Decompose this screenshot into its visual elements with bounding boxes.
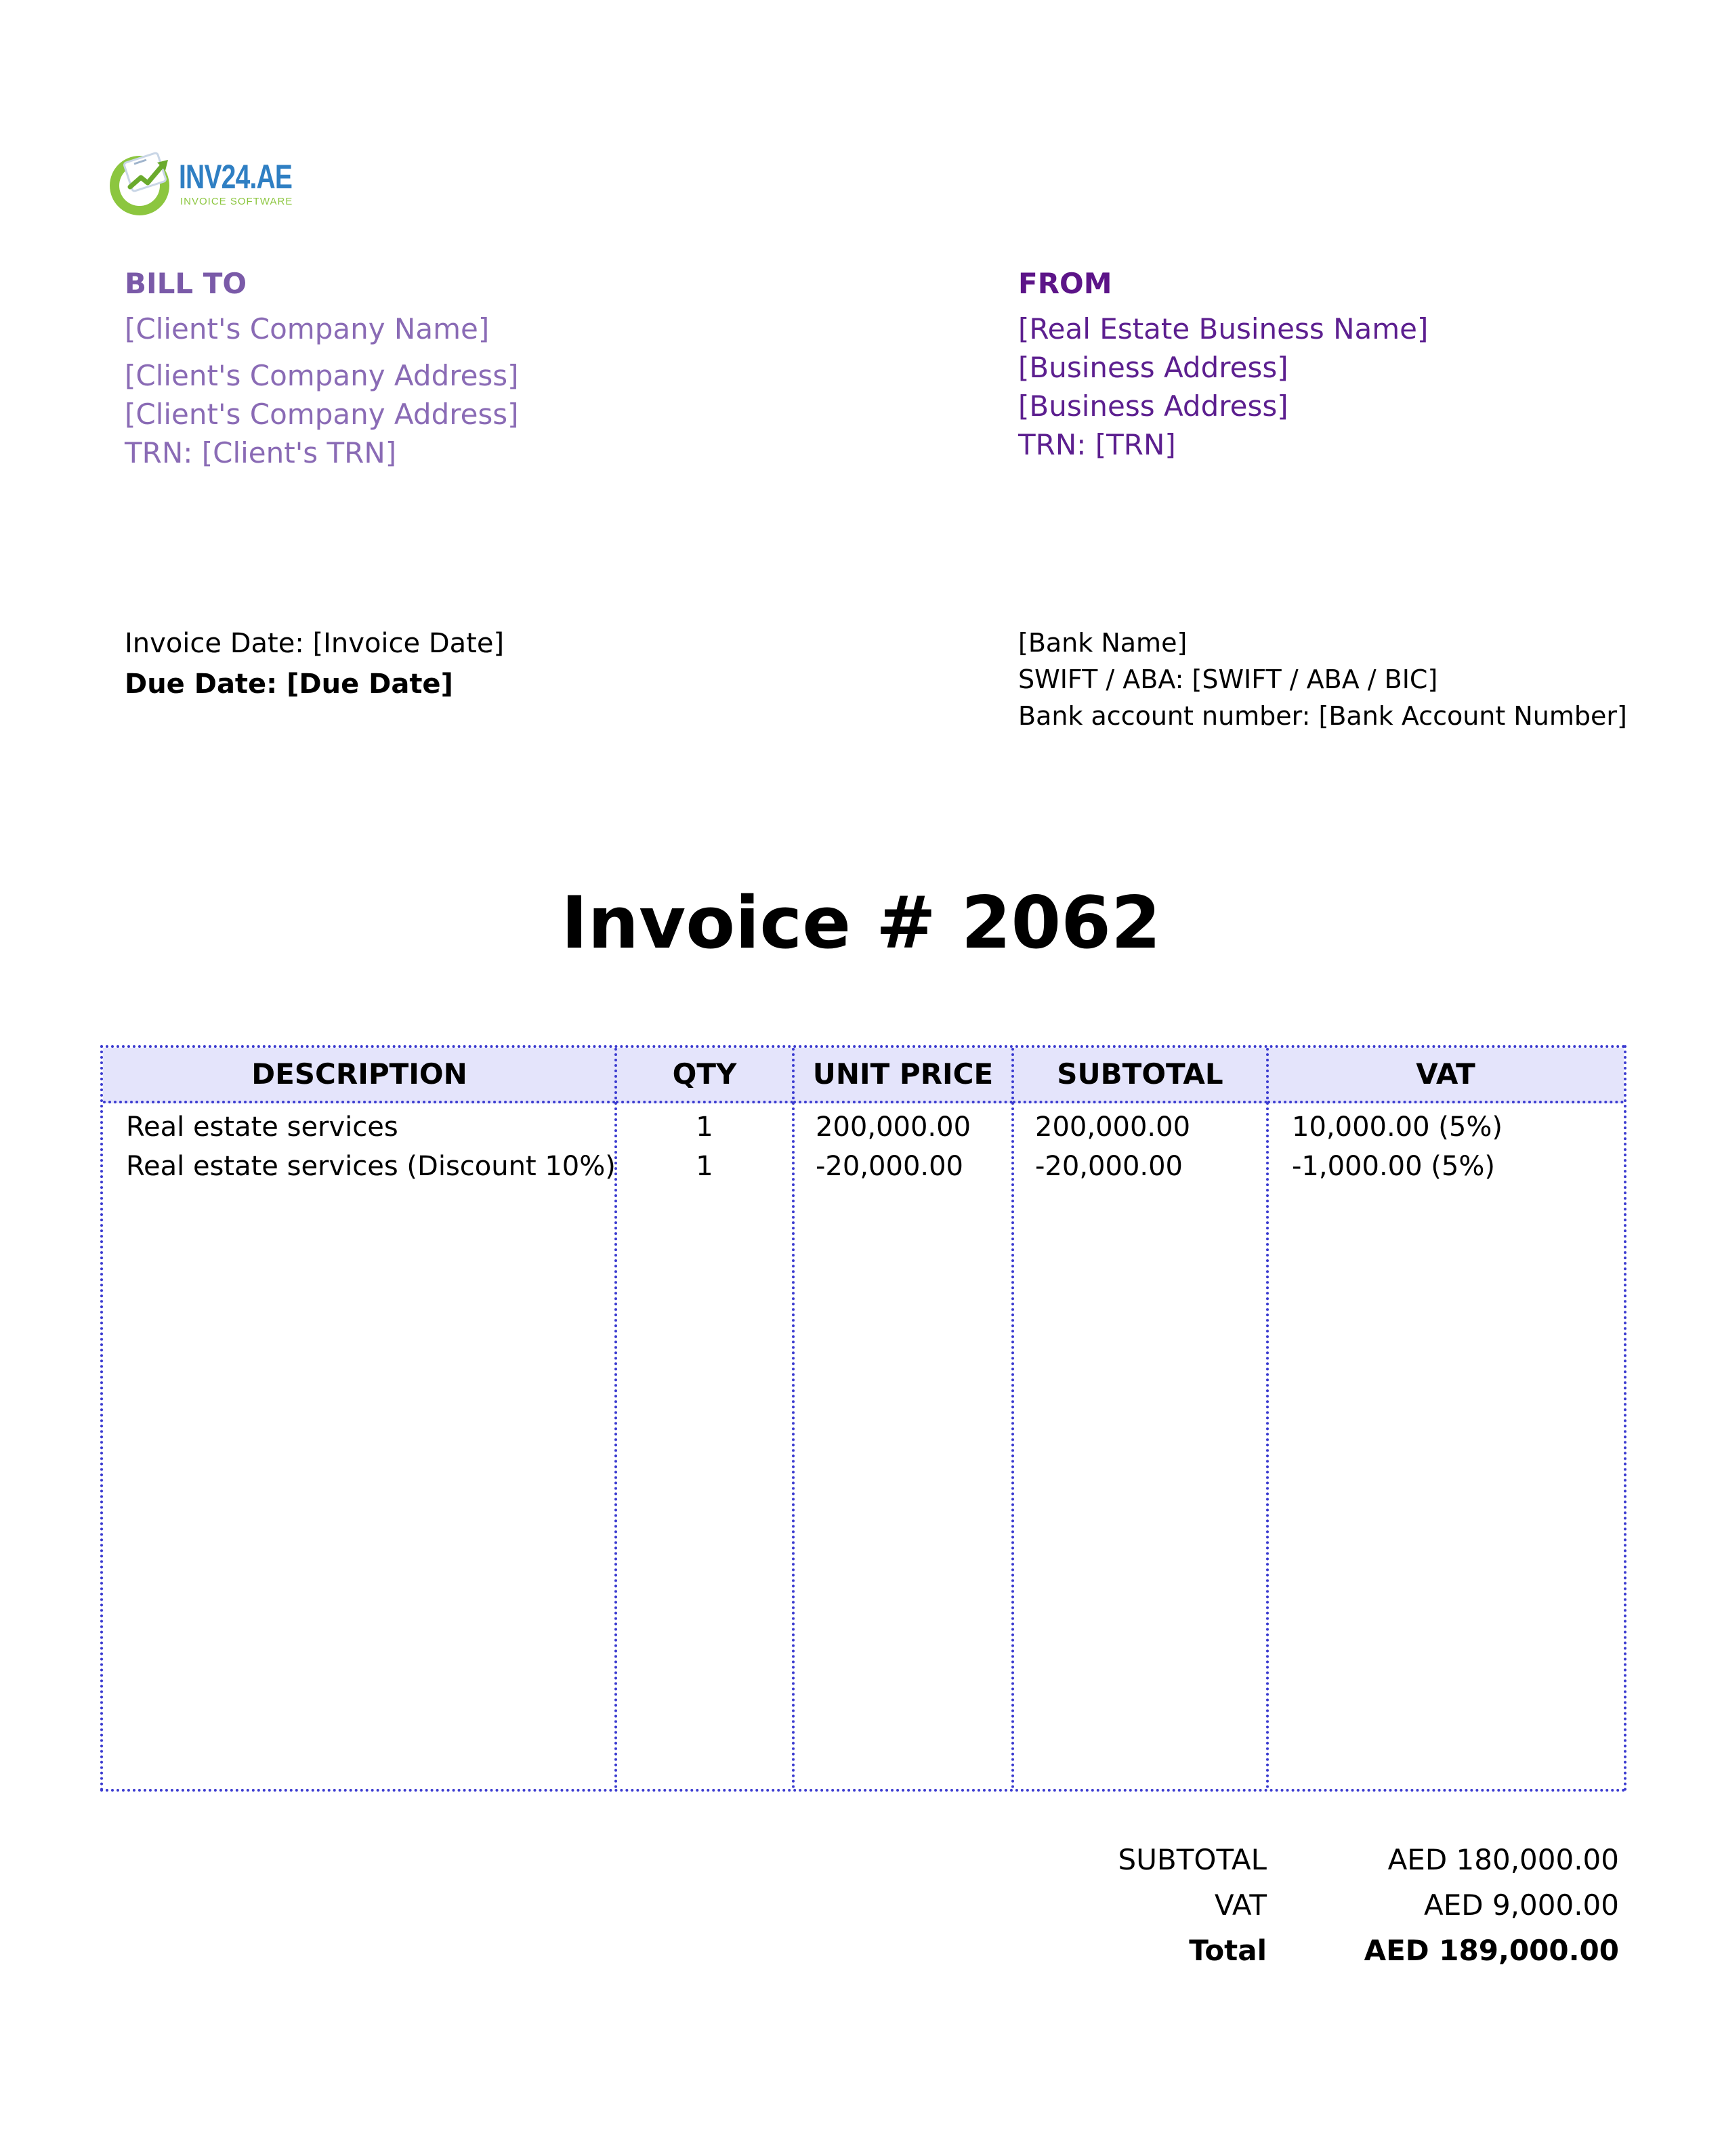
due-date: Due Date: [Due Date] — [125, 669, 453, 700]
invoice-title: Invoice # 2062 — [561, 881, 1161, 965]
total-label: Total — [1189, 1934, 1267, 1967]
business-address-line-1: [Business Address] — [1018, 351, 1288, 384]
row-1-unit-price: 200,000.00 — [816, 1112, 971, 1143]
totals-total-row — [1016, 1928, 1626, 1973]
client-address-line-1: [Client's Company Address] — [125, 359, 519, 392]
bill-to-heading: BILL TO — [125, 267, 247, 300]
invoice-dates — [125, 623, 504, 704]
row-1-description: Real estate services — [126, 1112, 398, 1143]
column-header-unit-price: UNIT PRICE — [793, 1048, 1013, 1103]
logo-badge-icon — [107, 145, 182, 219]
from-heading: FROM — [1018, 267, 1112, 300]
bank-details — [1018, 625, 1627, 734]
row-2-vat: -1,000.00 (5%) — [1292, 1151, 1495, 1182]
line-items-table — [100, 1045, 1626, 1792]
totals-vat-row — [1016, 1882, 1626, 1928]
business-trn: TRN: [TRN] — [1018, 428, 1176, 461]
vat-label: VAT — [1214, 1888, 1267, 1922]
client-company-name: [Client's Company Name] — [125, 312, 490, 345]
vat-value: AED 9,000.00 — [1424, 1888, 1619, 1922]
client-trn: TRN: [Client's TRN] — [125, 436, 397, 469]
total-value: AED 189,000.00 — [1364, 1934, 1619, 1967]
bank-name: [Bank Name] — [1018, 628, 1188, 658]
from-block — [1018, 264, 1428, 464]
column-header-description: DESCRIPTION — [103, 1048, 616, 1103]
row-2-unit-price: -20,000.00 — [816, 1151, 964, 1182]
row-1-subtotal: 200,000.00 — [1035, 1112, 1191, 1143]
invoice-date: Invoice Date: [Invoice Date] — [125, 628, 505, 659]
subtotal-label: SUBTOTAL — [1118, 1843, 1267, 1876]
bank-swift: SWIFT / ABA: [SWIFT / ABA / BIC] — [1018, 664, 1438, 694]
subtotal-value: AED 180,000.00 — [1387, 1843, 1619, 1876]
company-logo — [107, 145, 310, 219]
business-name: [Real Estate Business Name] — [1018, 312, 1429, 345]
column-header-qty: QTY — [616, 1048, 793, 1103]
row-2-subtotal: -20,000.00 — [1035, 1151, 1183, 1182]
bank-account-number: Bank account number: [Bank Account Number] — [1018, 701, 1627, 731]
business-address-line-2: [Business Address] — [1018, 389, 1288, 423]
column-divider — [1011, 1048, 1014, 1789]
logo-tagline: INVOICE SOFTWARE — [180, 196, 293, 207]
row-2-description: Real estate services (Discount 10%) — [126, 1151, 616, 1182]
column-divider — [1266, 1048, 1269, 1789]
logo-wordmark: INV24.AE — [179, 158, 293, 196]
row-1-vat: 10,000.00 (5%) — [1292, 1112, 1503, 1143]
totals-block — [1016, 1837, 1626, 1973]
row-2-qty: 1 — [696, 1151, 713, 1182]
bill-to-block — [125, 264, 519, 472]
client-address-line-2: [Client's Company Address] — [125, 398, 519, 431]
column-header-subtotal: SUBTOTAL — [1013, 1048, 1267, 1103]
column-header-vat: VAT — [1267, 1048, 1624, 1103]
row-1-qty: 1 — [696, 1112, 713, 1143]
totals-subtotal-row — [1016, 1837, 1626, 1882]
